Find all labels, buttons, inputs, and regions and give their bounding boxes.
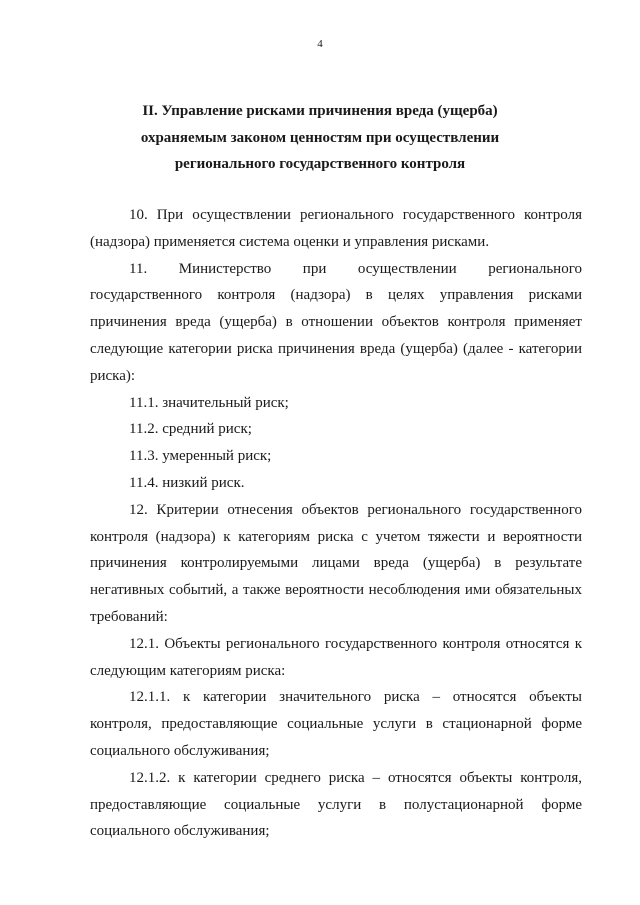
- paragraph-12-1-2: 12.1.2. к категории среднего риска – относятся объекты контроля, предоставляющие социальные услуги в полустационарной форме социального обслуживания;: [90, 769, 582, 840]
- paragraph-11-2: 11.2. средний риск;: [129, 421, 252, 438]
- heading-line-3: регионального государственного контроля: [174, 156, 466, 172]
- heading-line-2: охраняемым законом ценностям при осуществлении: [140, 129, 500, 146]
- paragraph-12-1: 12.1. Объекты регионального государственного контроля относятся к следующим категориям риска:: [90, 635, 582, 679]
- document-body: [90, 202, 582, 845]
- paragraph-11-3: 11.3. умеренный риск;: [129, 448, 272, 465]
- paragraph-12: 12. Критерии отнесения объектов регионального государственного контроля (надзора) к категориям риска с учетом тяжести и вероятности причинения контролируемыми лицами вреда (ущерба) в результате негативных событий, а также вероятности несоблюдения ими обязательных требований:: [90, 501, 582, 625]
- paragraph-10: 10. При осуществлении регионального государственного контроля (надзора) применяется система оценки и управления рисками.: [90, 207, 582, 250]
- paragraph-11-4: 11.4. низкий риск.: [129, 474, 245, 491]
- paragraph-12-1-1: 12.1.1. к категории значительного риска – относятся объекты контроля, предоставляющие социальные услуги в стационарной форме социального обслуживания;: [90, 689, 582, 759]
- paragraph-11: 11. Министерство при осуществлении регионального государственного контроля (надзора) в целях управления рисками причинения вреда (ущерба) в отношении объектов контроля применяет следующие категории риска причинения вреда (ущерба) (далее - категории риска):: [90, 260, 582, 384]
- section-heading: [90, 98, 550, 178]
- paragraph-11-1: 11.1. значительный риск;: [129, 394, 289, 411]
- heading-line-1: II. Управление рисками причинения вреда (ущерба): [142, 103, 498, 119]
- page-number: 4: [317, 38, 323, 50]
